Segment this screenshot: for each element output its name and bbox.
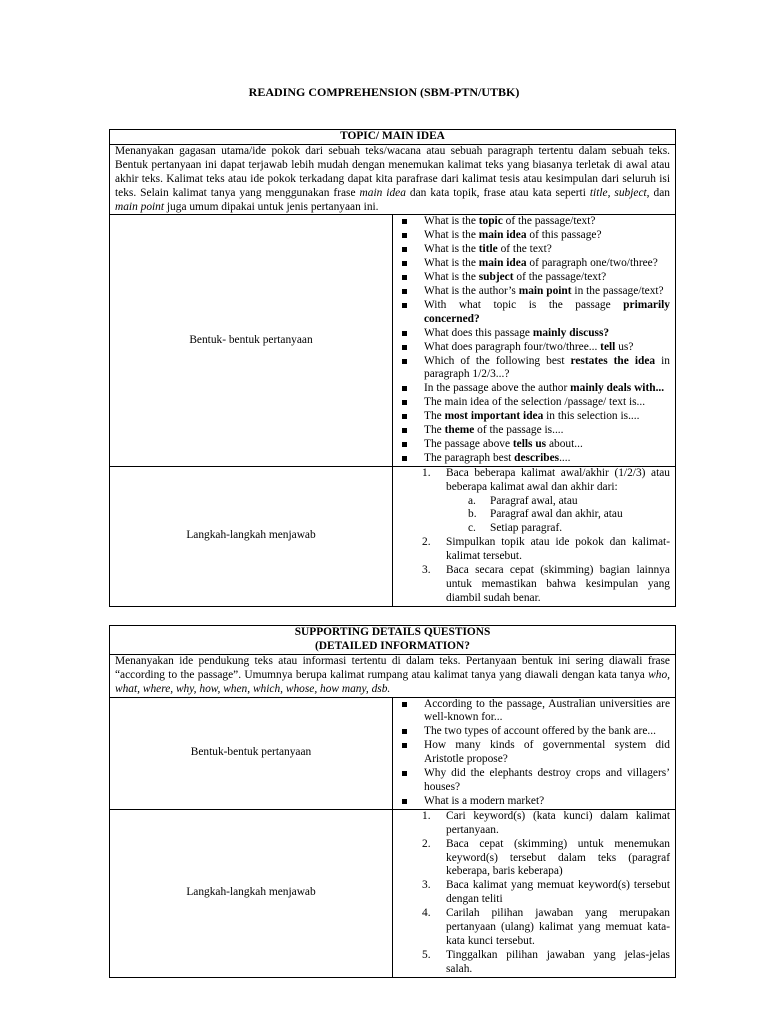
question-run: of the passage/text? xyxy=(513,271,607,284)
main-idea-heading: TOPIC/ MAIN IDEA xyxy=(110,130,676,145)
description-run: dan kata topik, frase atau kata seperti xyxy=(405,186,590,199)
question-run: Which of the following best xyxy=(424,354,571,367)
step-item xyxy=(422,564,670,606)
question-run: tells us xyxy=(512,437,547,450)
question-run: The two types of account offered by the bank are... xyxy=(424,725,656,738)
question-run: main point xyxy=(518,284,572,297)
question-run: mainly deals with... xyxy=(570,382,665,395)
description-run: dan xyxy=(649,186,670,199)
question-run: describes xyxy=(514,451,560,464)
question-run: What is the xyxy=(424,215,479,228)
question-item xyxy=(424,725,670,739)
question-run: What is the xyxy=(424,271,479,284)
supporting-details-steps-cell xyxy=(393,809,676,977)
question-run: What is the xyxy=(424,229,479,242)
step-text: Simpulkan topik atau ide pokok dan kalimat-kalimat tersebut. xyxy=(446,536,670,563)
step-item xyxy=(422,948,670,977)
question-run: tell xyxy=(600,340,616,353)
description-run: who, what, where, why, how, when, which, whose, how many, dsb. xyxy=(115,668,670,695)
step-number: 2. xyxy=(422,837,431,850)
sub-step-list xyxy=(446,495,670,537)
step-number: 3. xyxy=(422,564,431,577)
question-item xyxy=(424,739,670,767)
description-run: main point xyxy=(115,200,165,213)
description-run: main idea xyxy=(359,186,406,199)
question-item xyxy=(424,396,670,410)
step-text: Tinggalkan pilihan jawaban yang jelas-jelas salah. xyxy=(446,948,670,975)
question-item xyxy=(424,767,670,795)
question-run: title xyxy=(478,243,498,256)
question-run: The paragraph best xyxy=(424,451,515,464)
supporting-details-heading-line2: (DETAILED INFORMATION? xyxy=(315,639,470,652)
step-item xyxy=(422,837,670,880)
description-run: juga umum dipakai untuk jenis pertanyaan ini. xyxy=(164,200,379,213)
question-run: of paragraph one/two/three? xyxy=(526,257,658,270)
question-run: of the passage/text? xyxy=(502,215,596,228)
supporting-details-description xyxy=(110,654,676,697)
question-run: The xyxy=(424,410,445,423)
step-item xyxy=(422,879,670,907)
question-item xyxy=(424,410,670,424)
main-idea-questions-cell xyxy=(393,215,676,466)
step-item xyxy=(422,907,670,949)
main-idea-table xyxy=(109,129,676,607)
supporting-details-steps-label: Langkah-langkah menjawab xyxy=(110,809,393,977)
page-title: READING COMPREHENSION (SBM-PTN/UTBK) xyxy=(248,85,520,99)
step-text: Baca kalimat yang memuat keyword(s) tersebut dengan teliti xyxy=(446,879,670,906)
main-idea-question-list xyxy=(398,215,670,465)
step-text: Carilah pilihan jawaban yang merupakan pertanyaan (ulang) kalimat yang memuat kata-kata kunci tersebut. xyxy=(446,907,670,947)
question-run: What is the xyxy=(424,243,479,256)
step-number: 2. xyxy=(422,536,431,549)
main-idea-steps-list xyxy=(398,467,670,606)
question-item xyxy=(424,243,670,257)
question-run: How many kinds of governmental system did Aristotle propose? xyxy=(424,739,670,766)
supporting-details-table xyxy=(109,625,676,978)
supporting-details-steps-list xyxy=(398,810,670,977)
supporting-details-question-label: Bentuk-bentuk pertanyaan xyxy=(110,697,393,809)
question-run: What is a modern market? xyxy=(424,794,545,807)
main-idea-steps-label: Langkah-langkah menjawab xyxy=(110,466,393,606)
supporting-details-heading-line1: SUPPORTING DETAILS QUESTIONS xyxy=(294,626,491,638)
question-run: The passage above xyxy=(424,437,513,450)
question-run: theme xyxy=(444,424,475,437)
question-run: In the passage above the author xyxy=(424,382,571,395)
step-number: 3. xyxy=(422,879,431,892)
question-item xyxy=(424,285,670,299)
sub-step-text: Setiap paragraf. xyxy=(490,522,563,535)
question-run: The xyxy=(424,424,445,437)
step-number: 4. xyxy=(422,907,431,920)
sub-step-letter: c. xyxy=(468,522,476,535)
question-run: Why did the elephants destroy crops and villagers’ houses? xyxy=(424,767,670,793)
step-text: Cari keyword(s) (kata kunci) dalam kalimat pertanyaan. xyxy=(446,809,670,836)
question-run: topic xyxy=(478,215,503,228)
question-run: us? xyxy=(615,340,634,353)
question-run: mainly discuss? xyxy=(532,326,610,339)
question-run: What is the author’s xyxy=(424,284,519,297)
question-run: of the passage is.... xyxy=(474,424,564,437)
question-item xyxy=(424,424,670,438)
step-number: 1. xyxy=(422,466,431,479)
question-run: of this passage? xyxy=(526,229,602,242)
main-idea-description xyxy=(110,144,676,215)
question-run: main idea xyxy=(478,257,527,270)
question-run: restates the idea xyxy=(570,354,656,367)
question-item xyxy=(424,229,670,243)
step-text: Baca beberapa kalimat awal/akhir (1/2/3) atau beberapa kalimat awal dan akhir dari: xyxy=(446,466,670,493)
step-number: 1. xyxy=(422,809,431,822)
step-text: Baca cepat (skimming) untuk menemukan keyword(s) tersebut dalam teks (paragraf keberapa, baris keberapa) xyxy=(446,837,670,878)
main-idea-question-label: Bentuk- bentuk pertanyaan xyxy=(110,215,393,466)
question-item xyxy=(424,452,670,466)
sub-step-item xyxy=(468,522,670,536)
question-item xyxy=(424,698,670,726)
question-run: in paragraph 1/2/3...? xyxy=(424,354,670,381)
question-item xyxy=(424,355,670,383)
question-run: What does this passage xyxy=(424,326,533,339)
step-item xyxy=(422,809,670,838)
question-run: primarily concerned? xyxy=(424,298,670,325)
question-run: According to the passage, Australian universities are well-known for... xyxy=(424,697,670,724)
question-run: of the text? xyxy=(497,243,552,256)
question-item xyxy=(424,327,670,341)
question-run: about... xyxy=(546,437,583,450)
supporting-details-heading xyxy=(110,626,676,655)
question-run: most important idea xyxy=(444,410,544,423)
question-item xyxy=(424,299,670,327)
description-run: Menanyakan gagasan utama/ide pokok dari sebuah teks/wacana atau sebuah paragraph tertentu dalam sebuah teks. Bentuk pertanyaan ini dapat terjawab lebih mudah dengan menemukan kalimat teks yang biasanya terletak di awal atau akhir teks. Kalimat teks atau ide pokok terkadang dapat kita parafrase dari kalimat tesis atau kesimpulan dari seluruh isi teks. Selain kalimat tanya yang menggunakan frase xyxy=(115,144,670,199)
supporting-details-questions-cell xyxy=(393,697,676,809)
question-run: subject xyxy=(478,271,514,284)
step-item xyxy=(422,536,670,564)
question-run: in this selection is.... xyxy=(543,410,640,423)
description-run: title, subject, xyxy=(589,186,650,199)
sub-step-text: Paragraf awal dan akhir, atau xyxy=(490,508,623,521)
main-idea-steps-cell xyxy=(393,466,676,606)
question-item xyxy=(424,438,670,452)
sub-step-item xyxy=(468,508,670,522)
question-run: .... xyxy=(559,451,571,464)
question-run: With what topic is the passage xyxy=(424,298,624,311)
sub-step-item xyxy=(468,494,670,509)
step-number: 5. xyxy=(422,948,431,961)
supporting-details-question-list xyxy=(398,698,670,809)
question-item xyxy=(424,341,670,355)
question-run: What is the xyxy=(424,257,479,270)
step-text: Baca secara cepat (skimming) bagian lainnya untuk memastikan bahwa kesimpulan yang diambil sudah benar. xyxy=(446,564,670,604)
step-item xyxy=(422,466,670,537)
question-item xyxy=(424,271,670,285)
question-run: What does paragraph four/two/three... xyxy=(424,340,601,353)
description-run: Menanyakan ide pendukung teks atau informasi tertentu di dalam teks. Pertanyaan bentuk ini sering diawali frase “according to the passage”. Umumnya berupa kalimat rumpang atau kalimat tanya yang diawali dengan kata tanya xyxy=(115,654,670,681)
question-item xyxy=(424,215,670,229)
question-item xyxy=(424,257,670,271)
sub-step-letter: b. xyxy=(468,508,477,521)
question-run: main idea xyxy=(478,229,527,242)
question-run: The main idea of the selection /passage/ text is... xyxy=(424,396,646,409)
sub-step-letter: a. xyxy=(468,494,476,507)
sub-step-text: Paragraf awal, atau xyxy=(490,494,578,507)
question-run: in the passage/text? xyxy=(571,284,664,297)
question-item xyxy=(424,795,670,809)
question-item xyxy=(424,382,670,396)
